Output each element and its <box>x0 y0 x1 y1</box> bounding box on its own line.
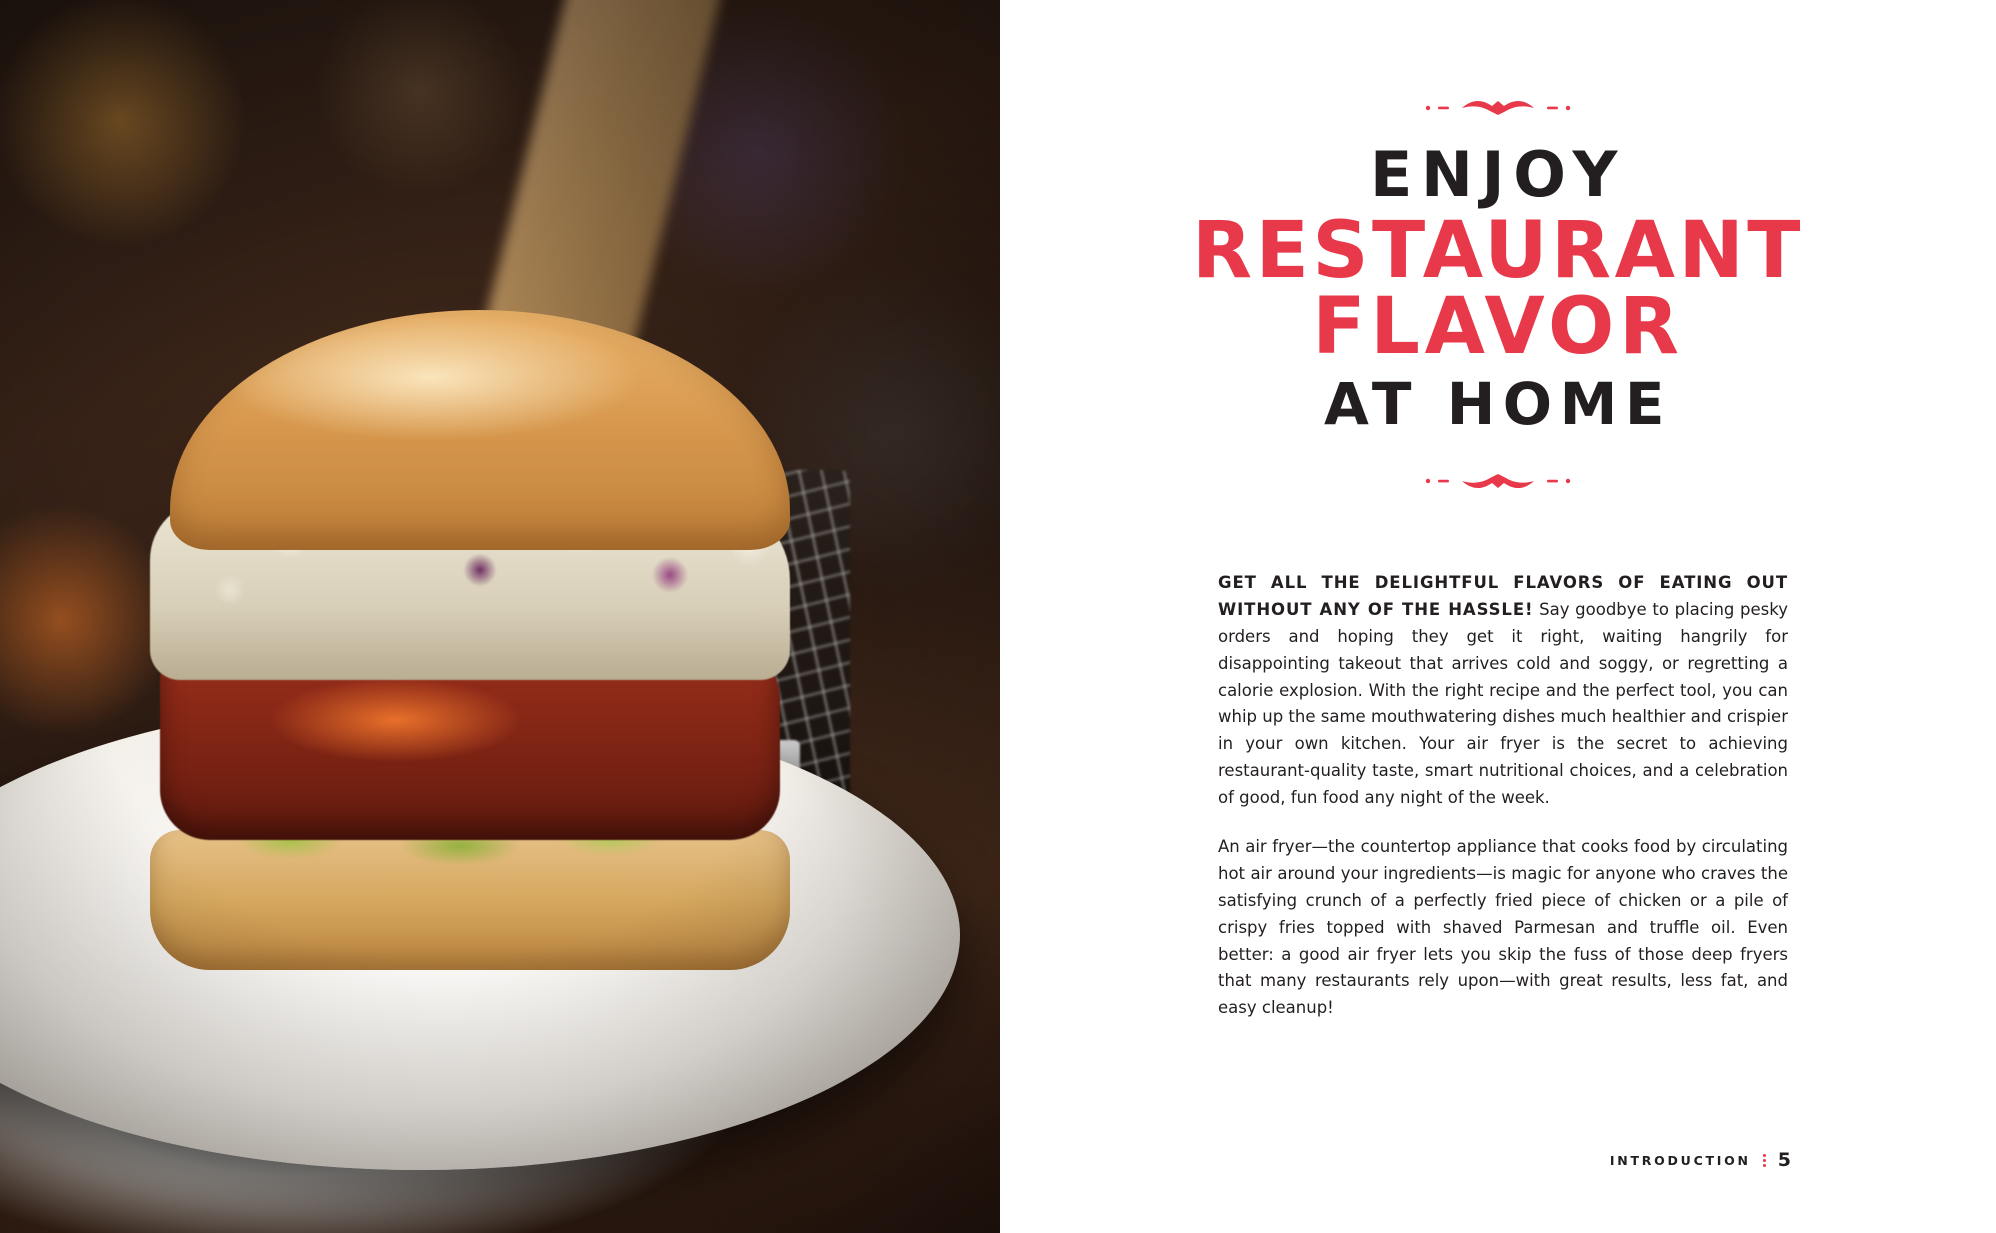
title-line-4: AT HOME <box>1323 370 1673 439</box>
page-title-block <box>1000 95 1996 494</box>
title-line-1: ENJOY <box>1369 138 1627 211</box>
paragraph-1 <box>1218 570 1788 812</box>
lead-in-text: GET ALL THE DELIGHTFUL FLAVORS OF EATING OUT WITHOUT ANY OF THE HASSLE! <box>1218 573 1788 619</box>
right-page-text <box>1000 0 1996 1233</box>
ornament-top-icon <box>1000 95 1996 121</box>
footer-section-label: INTRODUCTION <box>1609 1152 1751 1168</box>
body-copy <box>1218 570 1788 1044</box>
paragraph-1-rest: Say goodbye to placing pesky orders and hoping they get it right, waiting hangrily for disappointing takeout that arrives cold and soggy, or regretting a calorie explosion. With the right recipe and the perfect tool, you can whip up the same mouthwatering dishes much healthier and crispier in your own kitchen. Your air fryer is the secret to achieving restaurant-quality taste, smart nutritional choices, and a celebration of good, fun food any night of the week. <box>1218 599 1789 808</box>
paragraph-2: An air fryer—the countertop appliance that cooks food by circulating hot air around your ingredients—is magic for anyone who craves the satisfying crunch of a perfectly fried piece of chicken or a pile of crispy fries topped with shaved Parmesan and truffle oil. Even better: a good air fryer lets you skip the fuss of those deep fryers that many restaurants rely upon—with great results, less fat, and easy cleanup! <box>1218 837 1788 1018</box>
title-line-2: RESTAURANT <box>1192 206 1804 297</box>
page-number: 5 <box>1777 1149 1791 1171</box>
page-footer <box>1610 1149 1791 1171</box>
vertical-dots-icon <box>1763 1154 1766 1167</box>
ornament-bottom-icon <box>1000 468 1996 494</box>
title-line-3: FLAVOR <box>1312 281 1684 372</box>
